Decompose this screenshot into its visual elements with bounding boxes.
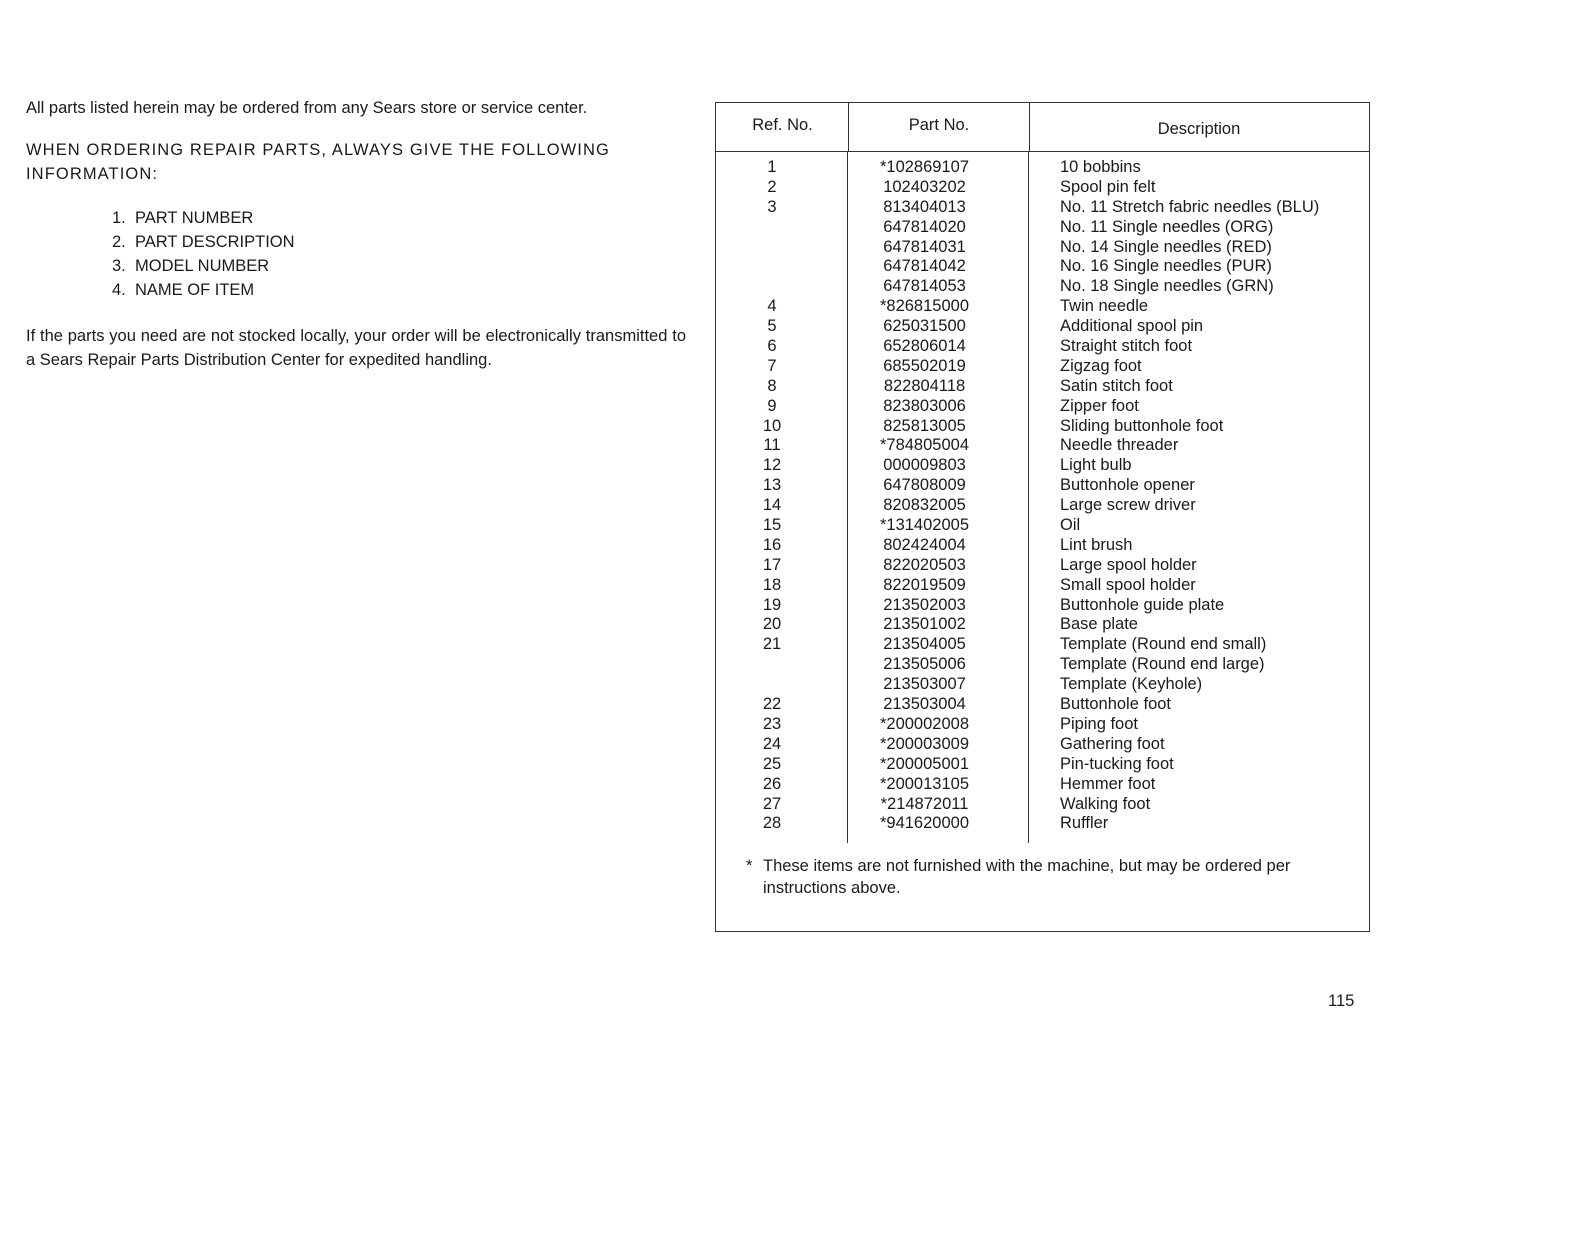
description-cell: Piping foot <box>1060 714 1138 733</box>
description-cell: No. 16 Single needles (PUR) <box>1060 257 1272 276</box>
list-item <box>112 254 686 278</box>
step-text: MODEL NUMBER <box>135 257 270 275</box>
part-no-cell: *941620000 <box>879 814 969 833</box>
part-no-cell: 213501002 <box>883 615 966 634</box>
ref-no-cell: 16 <box>762 535 782 554</box>
part-no-cell: *200003009 <box>879 734 969 753</box>
ref-no-cell: 23 <box>762 714 782 733</box>
list-item <box>112 206 686 230</box>
table-row <box>716 476 1369 496</box>
table-row <box>716 377 1369 397</box>
ordering-heading: WHEN ORDERING REPAIR PARTS, ALWAYS GIVE THE FOLLOWING INFORMATION: <box>26 141 610 183</box>
part-no-cell: 822020503 <box>883 555 966 574</box>
table-row <box>716 238 1369 258</box>
ref-no-cell: 19 <box>762 595 782 614</box>
description-cell: Base plate <box>1060 615 1138 634</box>
step-text: PART NUMBER <box>135 209 254 227</box>
part-no-cell: 647814042 <box>883 257 966 276</box>
part-no-cell: 822804118 <box>883 376 966 395</box>
table-row <box>716 456 1369 476</box>
ref-no-cell: 14 <box>762 496 782 515</box>
part-no-cell: 823803006 <box>883 396 966 415</box>
description-cell: No. 11 Single needles (ORG) <box>1060 217 1274 236</box>
ref-no-cell: 9 <box>767 396 777 415</box>
description-cell: Template (Round end small) <box>1060 635 1267 654</box>
step-text: PART DESCRIPTION <box>135 233 295 251</box>
step-text: NAME OF ITEM <box>135 281 255 299</box>
column-divider <box>1029 103 1030 151</box>
table-row <box>716 516 1369 536</box>
part-no-cell: *200002008 <box>879 714 969 733</box>
list-item <box>112 278 686 302</box>
ref-no-cell: 26 <box>762 774 782 793</box>
part-no-cell: 652806014 <box>883 337 966 356</box>
table-row <box>716 317 1369 337</box>
ref-no-cell: 24 <box>762 734 782 753</box>
description-cell: No. 18 Single needles (GRN) <box>1060 277 1274 296</box>
description-cell: Light bulb <box>1060 456 1132 475</box>
description-cell: Pin-tucking foot <box>1060 754 1174 773</box>
part-no-cell: 813404013 <box>883 197 966 216</box>
part-no-cell: *214872011 <box>880 794 969 813</box>
description-cell: Buttonhole guide plate <box>1060 595 1225 614</box>
description-cell: Straight stitch foot <box>1060 337 1193 356</box>
table-row <box>716 775 1369 795</box>
ref-no-cell: 13 <box>762 476 782 495</box>
ref-no-cell: 7 <box>767 356 777 375</box>
description-cell: Gathering foot <box>1060 734 1165 753</box>
part-no-cell: 000009803 <box>883 456 966 475</box>
description-cell: Small spool holder <box>1060 575 1196 594</box>
description-cell: Zipper foot <box>1060 396 1139 415</box>
part-no-cell: 647808009 <box>883 476 966 495</box>
description-cell: Buttonhole opener <box>1060 476 1195 495</box>
ref-no-cell: 18 <box>762 575 782 594</box>
part-no-cell: 213502003 <box>883 595 966 614</box>
ref-no-cell: 17 <box>762 555 782 574</box>
part-no-cell: 213504005 <box>883 635 966 654</box>
description-cell: Oil <box>1060 516 1081 535</box>
table-row <box>716 576 1369 596</box>
ref-no-cell: 22 <box>762 695 782 714</box>
table-row <box>716 635 1369 655</box>
description-cell: Lint brush <box>1060 535 1133 554</box>
distribution-note: If the parts you need are not stocked locally, your order will be electronically transmitted to a Sears Repair Parts Distribution Center for expedited handling. <box>26 327 686 369</box>
ref-no-cell: 12 <box>762 456 782 475</box>
part-no-cell: 802424004 <box>883 535 966 554</box>
ref-no-cell: 25 <box>762 754 782 773</box>
table-row <box>716 695 1369 715</box>
part-no-cell: 685502019 <box>883 356 966 375</box>
description-cell: Spool pin felt <box>1060 177 1156 196</box>
header-description: Description <box>1157 120 1241 138</box>
part-no-cell: 625031500 <box>883 317 966 336</box>
part-no-cell: *784805004 <box>879 436 969 455</box>
description-cell: Additional spool pin <box>1060 317 1204 336</box>
table-row <box>716 198 1369 218</box>
description-cell: Template (Round end large) <box>1060 655 1265 674</box>
intro-text: All parts listed herein may be ordered from any Sears store or service center. <box>26 99 588 117</box>
table-row <box>716 615 1369 635</box>
description-cell: Template (Keyhole) <box>1060 675 1203 694</box>
description-cell: No. 11 Stretch fabric needles (BLU) <box>1060 197 1320 216</box>
description-cell: Walking foot <box>1060 794 1151 813</box>
description-cell: Hemmer foot <box>1060 774 1156 793</box>
footnote-asterisk: * <box>746 857 753 875</box>
ref-no-cell: 15 <box>762 516 782 535</box>
part-no-cell: 102403202 <box>883 177 966 196</box>
part-no-cell: 822019509 <box>883 575 966 594</box>
table-row <box>716 357 1369 377</box>
ref-no-cell: 3 <box>767 197 777 216</box>
list-item <box>112 230 686 254</box>
table-row <box>716 795 1369 815</box>
table-row <box>716 496 1369 516</box>
header-part-no: Part No. <box>908 116 970 134</box>
part-no-cell: *200005001 <box>879 754 969 773</box>
part-no-cell: 213503007 <box>883 675 966 694</box>
table-header <box>716 103 1369 152</box>
step-number: 1. <box>112 209 126 227</box>
description-cell: Large spool holder <box>1060 555 1197 574</box>
table-row <box>716 297 1369 317</box>
table-row <box>716 158 1369 178</box>
ref-no-cell: 21 <box>762 635 782 654</box>
ref-no-cell: 6 <box>767 337 777 356</box>
step-number: 4. <box>112 281 126 299</box>
table-row <box>716 218 1369 238</box>
part-no-cell: 647814031 <box>883 237 966 256</box>
table-row <box>716 655 1369 675</box>
table-row <box>716 536 1369 556</box>
part-no-cell: 825813005 <box>883 416 966 435</box>
part-no-cell: *826815000 <box>879 297 969 316</box>
page-number: 115 <box>1328 992 1355 1010</box>
description-cell: No. 14 Single needles (RED) <box>1060 237 1272 256</box>
part-no-cell: *131402005 <box>879 516 969 535</box>
table-row <box>716 277 1369 297</box>
ref-no-cell: 28 <box>762 814 782 833</box>
part-no-cell: *200013105 <box>879 774 969 793</box>
table-row <box>716 436 1369 456</box>
table-row <box>716 755 1369 775</box>
ref-no-cell: 5 <box>767 317 777 336</box>
header-ref-no: Ref. No. <box>752 116 813 134</box>
description-cell: Satin stitch foot <box>1060 376 1173 395</box>
description-cell: Sliding buttonhole foot <box>1060 416 1224 435</box>
part-no-cell: 213503004 <box>883 695 966 714</box>
table-body <box>716 158 1369 834</box>
ref-no-cell: 10 <box>762 416 782 435</box>
part-no-cell: 820832005 <box>883 496 966 515</box>
description-cell: Large screw driver <box>1060 496 1196 515</box>
table-row <box>716 417 1369 437</box>
footnote <box>746 855 1346 899</box>
ordering-steps-list <box>112 206 686 302</box>
table-row <box>716 178 1369 198</box>
column-divider <box>848 103 849 151</box>
footnote-text: These items are not furnished with the machine, but may be ordered per instructions above. <box>763 857 1291 897</box>
ref-no-cell: 11 <box>763 436 781 455</box>
ref-no-cell: 27 <box>762 794 782 813</box>
table-row <box>716 675 1369 695</box>
part-no-cell: 213505006 <box>883 655 966 674</box>
part-no-cell: 647814020 <box>883 217 966 236</box>
description-cell: 10 bobbins <box>1060 158 1141 176</box>
table-row <box>716 257 1369 277</box>
ref-no-cell: 20 <box>762 615 782 634</box>
description-cell: Zigzag foot <box>1060 356 1142 375</box>
step-number: 3. <box>112 257 126 275</box>
description-cell: Needle threader <box>1060 436 1179 455</box>
ref-no-cell: 2 <box>767 177 777 196</box>
table-row <box>716 397 1369 417</box>
description-cell: Ruffler <box>1060 814 1109 833</box>
description-cell: Buttonhole foot <box>1060 695 1172 714</box>
description-cell: Twin needle <box>1060 297 1149 316</box>
step-number: 2. <box>112 233 126 251</box>
table-row <box>716 337 1369 357</box>
part-no-cell: 647814053 <box>883 277 966 296</box>
table-row <box>716 814 1369 834</box>
table-row <box>716 596 1369 616</box>
ref-no-cell: 8 <box>767 376 777 395</box>
ref-no-cell: 4 <box>767 297 777 316</box>
ref-no-cell: 1 <box>767 158 777 176</box>
parts-table <box>715 102 1370 932</box>
part-no-cell: *102869107 <box>879 158 969 176</box>
table-row <box>716 556 1369 576</box>
ordering-instructions <box>26 96 686 372</box>
table-row <box>716 715 1369 735</box>
table-row <box>716 735 1369 755</box>
